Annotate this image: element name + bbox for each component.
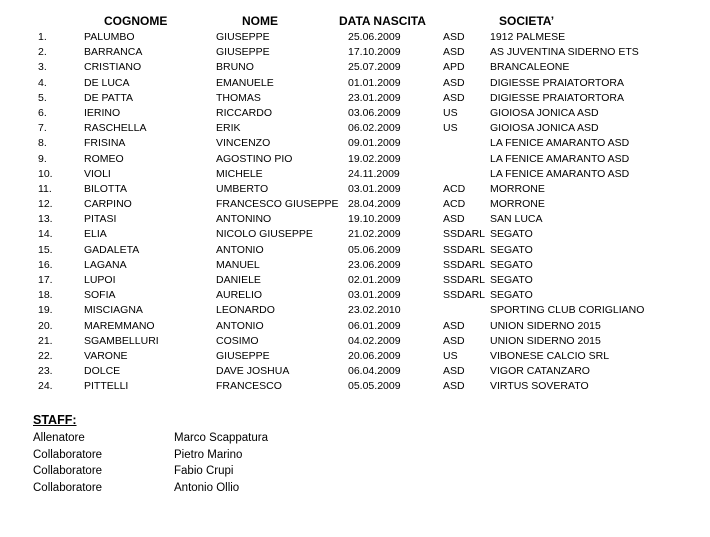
player-data-nascita: 09.01.2009 bbox=[348, 137, 401, 150]
player-data-nascita: 28.04.2009 bbox=[348, 198, 401, 211]
player-tipo-societa: APD bbox=[443, 61, 465, 74]
player-nome: EMANUELE bbox=[216, 76, 274, 89]
player-nome: NICOLO GIUSEPPE bbox=[216, 228, 313, 241]
staff-name: Marco Scappatura bbox=[174, 432, 268, 444]
player-data-nascita: 04.02.2009 bbox=[348, 334, 401, 347]
player-row bbox=[0, 121, 710, 136]
player-tipo-societa: SSDARL bbox=[443, 274, 486, 286]
player-nome: BRUNO bbox=[216, 61, 254, 74]
player-number: 15. bbox=[38, 243, 53, 256]
player-number: 12. bbox=[38, 198, 53, 211]
player-cognome: DOLCE bbox=[84, 365, 121, 378]
player-number: 20. bbox=[38, 319, 53, 332]
player-number: 1. bbox=[38, 31, 47, 43]
player-number: 17. bbox=[38, 274, 53, 286]
player-nome: GIUSEPPE bbox=[216, 31, 270, 43]
player-row bbox=[0, 273, 710, 288]
player-tipo-societa: US bbox=[443, 106, 458, 119]
player-societa: SEGATO bbox=[490, 274, 533, 286]
player-row bbox=[0, 197, 710, 212]
player-cognome: ELIA bbox=[84, 228, 107, 241]
player-number: 7. bbox=[38, 122, 47, 135]
player-tipo-societa: SSDARL bbox=[443, 258, 486, 271]
staff-role: Collaboratore bbox=[33, 465, 103, 477]
player-cognome: IERINO bbox=[84, 106, 121, 119]
player-nome: ERIK bbox=[216, 122, 241, 135]
player-nome: ANTONINO bbox=[216, 213, 272, 226]
player-data-nascita: 20.06.2009 bbox=[348, 349, 401, 362]
player-tipo-societa: ASD bbox=[443, 380, 465, 393]
player-tipo-societa: ACD bbox=[443, 198, 466, 211]
player-row bbox=[0, 364, 710, 379]
player-nome: MANUEL bbox=[216, 258, 260, 271]
player-societa: LA FENICE AMARANTO ASD bbox=[490, 152, 630, 165]
staff-row bbox=[0, 480, 710, 497]
player-data-nascita: 25.06.2009 bbox=[348, 31, 401, 43]
player-societa: VIGOR CATANZARO bbox=[490, 365, 590, 378]
player-data-nascita: 05.05.2009 bbox=[348, 380, 401, 393]
player-cognome: CRISTIANO bbox=[84, 61, 142, 74]
player-tipo-societa: SSDARL bbox=[443, 228, 486, 241]
player-societa: GIOIOSA JONICA ASD bbox=[490, 106, 599, 119]
player-row bbox=[0, 212, 710, 227]
player-cognome: PITTELLI bbox=[84, 380, 129, 393]
player-data-nascita: 23.01.2009 bbox=[348, 91, 401, 104]
player-cognome: ROMEO bbox=[84, 152, 124, 165]
header-data-nascita: DATA NASCITA bbox=[339, 14, 426, 28]
staff-row bbox=[0, 463, 710, 480]
player-societa: DIGIESSE PRAIATORTORA bbox=[490, 76, 625, 89]
player-data-nascita: 03.06.2009 bbox=[348, 106, 401, 119]
player-societa: UNION SIDERNO 2015 bbox=[490, 319, 601, 332]
player-nome: UMBERTO bbox=[216, 182, 269, 195]
player-societa: SAN LUCA bbox=[490, 213, 543, 226]
staff-role: Collaboratore bbox=[33, 481, 103, 494]
player-row bbox=[0, 91, 710, 106]
player-nome: DANIELE bbox=[216, 274, 261, 286]
player-row bbox=[0, 319, 710, 334]
player-row bbox=[0, 182, 710, 197]
player-row bbox=[0, 227, 710, 242]
player-data-nascita: 02.01.2009 bbox=[348, 274, 401, 286]
player-tipo-societa: ASD bbox=[443, 31, 465, 43]
player-tipo-societa: ASD bbox=[443, 76, 465, 89]
staff-name: Pietro Marino bbox=[174, 448, 243, 461]
player-number: 19. bbox=[38, 304, 53, 317]
player-societa: BRANCALEONE bbox=[490, 61, 570, 74]
player-row bbox=[0, 334, 710, 349]
player-nome: GIUSEPPE bbox=[216, 349, 270, 362]
player-number: 8. bbox=[38, 137, 47, 150]
player-row bbox=[0, 379, 710, 394]
player-nome: VINCENZO bbox=[216, 137, 271, 150]
player-cognome: CARPINO bbox=[84, 198, 132, 211]
staff-title: STAFF: bbox=[33, 413, 77, 427]
header-nome: NOME bbox=[242, 14, 278, 28]
player-number: 5. bbox=[38, 91, 47, 104]
player-tipo-societa: ASD bbox=[443, 213, 465, 226]
player-nome: DAVE JOSHUA bbox=[216, 365, 290, 378]
player-cognome: BILOTTA bbox=[84, 182, 127, 195]
player-data-nascita: 25.07.2009 bbox=[348, 61, 401, 74]
player-cognome: BARRANCA bbox=[84, 46, 143, 59]
player-tipo-societa: SSDARL bbox=[443, 243, 486, 256]
staff-role: Collaboratore bbox=[33, 448, 103, 461]
player-cognome: LAGANA bbox=[84, 258, 127, 271]
player-societa: LA FENICE AMARANTO ASD bbox=[490, 137, 630, 150]
player-number: 23. bbox=[38, 365, 53, 378]
player-data-nascita: 01.01.2009 bbox=[348, 76, 401, 89]
player-number: 21. bbox=[38, 334, 53, 347]
staff-row bbox=[0, 447, 710, 464]
player-tipo-societa: US bbox=[443, 349, 458, 362]
player-tipo-societa: ACD bbox=[443, 182, 466, 195]
player-data-nascita: 19.02.2009 bbox=[348, 152, 401, 165]
player-row bbox=[0, 167, 710, 182]
player-nome: FRANCESCO bbox=[216, 380, 282, 393]
player-societa: MORRONE bbox=[490, 198, 545, 211]
header-societa: SOCIETA’ bbox=[499, 14, 555, 28]
player-nome: AGOSTINO PIO bbox=[216, 152, 293, 165]
player-societa: DIGIESSE PRAIATORTORA bbox=[490, 91, 625, 104]
player-row bbox=[0, 303, 710, 318]
player-nome: ANTONIO bbox=[216, 319, 264, 332]
player-cognome: DE LUCA bbox=[84, 76, 130, 89]
players-table bbox=[0, 30, 710, 395]
player-tipo-societa: ASD bbox=[443, 334, 465, 347]
player-row bbox=[0, 349, 710, 364]
player-data-nascita: 06.02.2009 bbox=[348, 122, 401, 135]
player-number: 10. bbox=[38, 167, 53, 180]
player-data-nascita: 05.06.2009 bbox=[348, 243, 401, 256]
player-cognome: GADALETA bbox=[84, 243, 140, 256]
player-cognome: PALUMBO bbox=[84, 31, 135, 43]
player-number: 2. bbox=[38, 46, 47, 59]
player-number: 3. bbox=[38, 61, 47, 74]
player-number: 11. bbox=[38, 182, 52, 195]
player-tipo-societa: SSDARL bbox=[443, 289, 486, 302]
player-cognome: SGAMBELLURI bbox=[84, 334, 159, 347]
player-societa: VIBONESE CALCIO SRL bbox=[490, 349, 610, 362]
player-number: 13. bbox=[38, 213, 53, 226]
player-cognome: PITASI bbox=[84, 213, 117, 226]
player-data-nascita: 24.11.2009 bbox=[348, 167, 400, 180]
staff-name: Fabio Crupi bbox=[174, 465, 234, 477]
player-tipo-societa: ASD bbox=[443, 91, 465, 104]
player-number: 18. bbox=[38, 289, 53, 302]
player-societa: UNION SIDERNO 2015 bbox=[490, 334, 601, 347]
player-cognome: SOFIA bbox=[84, 289, 116, 302]
player-societa: SEGATO bbox=[490, 228, 533, 241]
player-data-nascita: 21.02.2009 bbox=[348, 228, 401, 241]
player-nome: LEONARDO bbox=[216, 304, 275, 317]
player-societa: AS JUVENTINA SIDERNO ETS bbox=[490, 46, 639, 59]
player-data-nascita: 06.04.2009 bbox=[348, 365, 401, 378]
player-cognome: VIOLI bbox=[84, 167, 111, 180]
player-row bbox=[0, 45, 710, 60]
player-cognome: LUPOI bbox=[84, 274, 116, 286]
player-tipo-societa: ASD bbox=[443, 365, 465, 378]
player-row bbox=[0, 30, 710, 45]
player-societa: LA FENICE AMARANTO ASD bbox=[490, 167, 630, 180]
staff-role: Allenatore bbox=[33, 432, 85, 444]
player-row bbox=[0, 76, 710, 91]
player-societa: 1912 PALMESE bbox=[490, 31, 566, 43]
player-cognome: FRISINA bbox=[84, 137, 126, 150]
player-nome: FRANCESCO GIUSEPPE bbox=[216, 198, 339, 211]
player-societa: SEGATO bbox=[490, 258, 533, 271]
player-row bbox=[0, 152, 710, 167]
player-societa: SEGATO bbox=[490, 289, 533, 302]
player-tipo-societa: ASD bbox=[443, 46, 465, 59]
player-data-nascita: 03.01.2009 bbox=[348, 289, 401, 302]
player-nome: RICCARDO bbox=[216, 106, 273, 119]
player-number: 4. bbox=[38, 76, 47, 89]
player-data-nascita: 23.06.2009 bbox=[348, 258, 401, 271]
player-data-nascita: 17.10.2009 bbox=[348, 46, 401, 59]
player-data-nascita: 19.10.2009 bbox=[348, 213, 401, 226]
player-row bbox=[0, 258, 710, 273]
player-number: 14. bbox=[38, 228, 53, 241]
player-societa: SPORTING CLUB CORIGLIANO bbox=[490, 304, 645, 317]
player-number: 9. bbox=[38, 152, 47, 165]
player-cognome: MISCIAGNA bbox=[84, 304, 143, 317]
player-number: 24. bbox=[38, 380, 53, 393]
player-tipo-societa: US bbox=[443, 122, 458, 135]
player-row bbox=[0, 60, 710, 75]
player-nome: AURELIO bbox=[216, 289, 263, 302]
player-data-nascita: 23.02.2010 bbox=[348, 304, 401, 317]
player-row bbox=[0, 106, 710, 121]
player-data-nascita: 03.01.2009 bbox=[348, 182, 401, 195]
player-row bbox=[0, 136, 710, 151]
player-nome: ANTONIO bbox=[216, 243, 264, 256]
player-societa: VIRTUS SOVERATO bbox=[490, 380, 589, 393]
player-row bbox=[0, 243, 710, 258]
staff-row bbox=[0, 430, 710, 447]
player-nome: COSIMO bbox=[216, 334, 259, 347]
player-data-nascita: 06.01.2009 bbox=[348, 319, 401, 332]
player-number: 6. bbox=[38, 106, 47, 119]
player-societa: SEGATO bbox=[490, 243, 533, 256]
player-nome: GIUSEPPE bbox=[216, 46, 270, 59]
player-number: 16. bbox=[38, 258, 53, 271]
staff-name: Antonio Ollio bbox=[174, 481, 240, 494]
player-nome: MICHELE bbox=[216, 167, 263, 180]
player-cognome: MAREMMANO bbox=[84, 319, 155, 332]
player-number: 22. bbox=[38, 349, 53, 362]
header-cognome: COGNOME bbox=[104, 14, 168, 28]
player-row bbox=[0, 288, 710, 303]
player-cognome: VARONE bbox=[84, 349, 128, 362]
player-societa: MORRONE bbox=[490, 182, 545, 195]
player-tipo-societa: ASD bbox=[443, 319, 465, 332]
staff-list bbox=[0, 430, 710, 496]
player-nome: THOMAS bbox=[216, 91, 261, 104]
player-societa: GIOIOSA JONICA ASD bbox=[490, 122, 599, 135]
player-cognome: DE PATTA bbox=[84, 91, 134, 104]
player-cognome: RASCHELLA bbox=[84, 122, 147, 135]
